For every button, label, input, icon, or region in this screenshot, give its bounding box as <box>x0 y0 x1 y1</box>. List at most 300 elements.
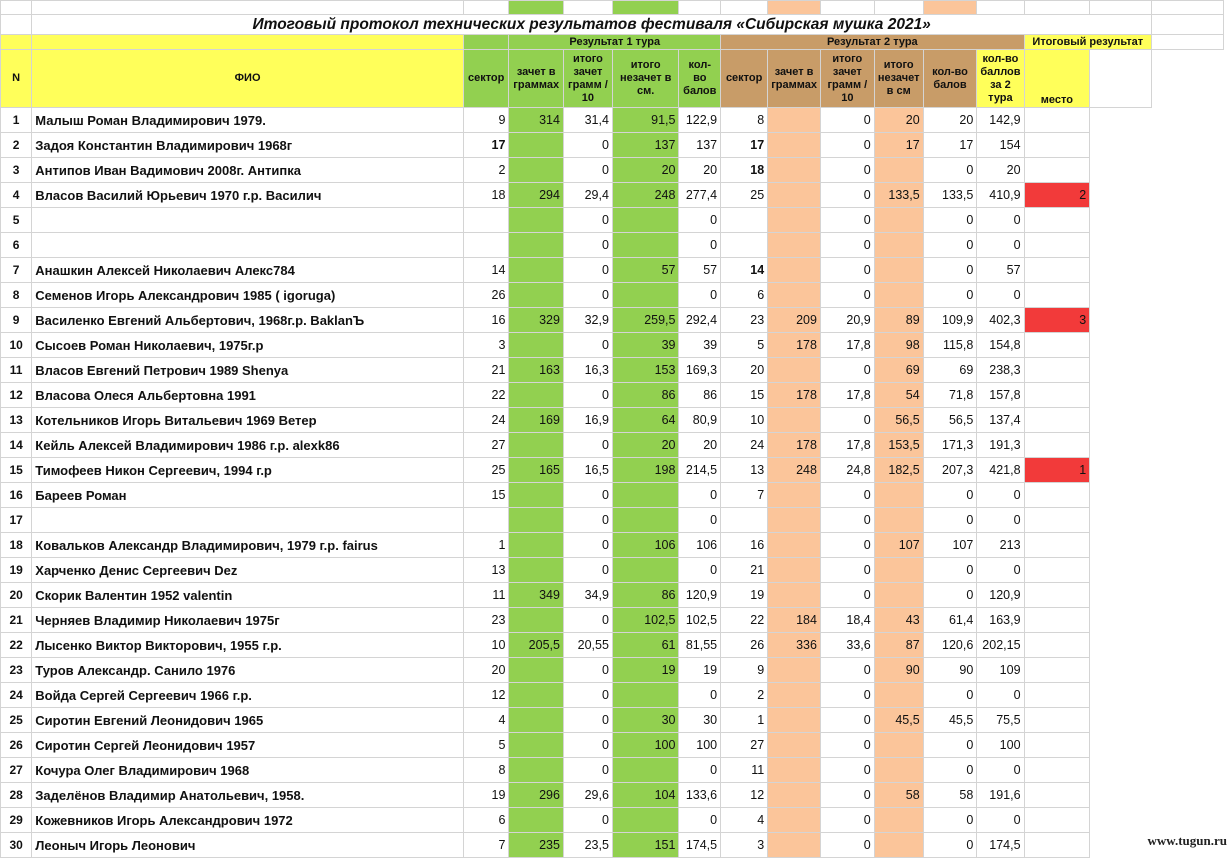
cell-g1[interactable]: 169 <box>509 408 564 433</box>
cell-g2[interactable] <box>768 283 821 308</box>
cell-u1[interactable] <box>612 208 679 233</box>
cell-pl[interactable] <box>1024 608 1090 633</box>
cell-n[interactable]: 29 <box>1 808 32 833</box>
cell-g1[interactable] <box>509 508 564 533</box>
cell-t1[interactable]: 34,9 <box>563 583 612 608</box>
cell-u1[interactable]: 57 <box>612 258 679 283</box>
cell-pt[interactable]: 410,9 <box>977 183 1024 208</box>
cell-s2[interactable] <box>721 208 768 233</box>
cell-p2[interactable]: 61,4 <box>923 608 977 633</box>
cell-g1[interactable] <box>509 283 564 308</box>
cell-p1[interactable]: 0 <box>679 233 721 258</box>
cell-p2[interactable]: 90 <box>923 658 977 683</box>
cell-p1[interactable]: 292,4 <box>679 308 721 333</box>
cell-n[interactable]: 17 <box>1 508 32 533</box>
cell-t1[interactable]: 0 <box>563 658 612 683</box>
cell-t2[interactable]: 20,9 <box>820 308 874 333</box>
cell-g1[interactable]: 163 <box>509 358 564 383</box>
cell-pl[interactable] <box>1024 258 1090 283</box>
cell-u2[interactable]: 20 <box>874 108 923 133</box>
cell-n[interactable]: 12 <box>1 383 32 408</box>
cell-g2[interactable] <box>768 108 821 133</box>
cell-p2[interactable]: 120,6 <box>923 633 977 658</box>
cell-g2[interactable] <box>768 183 821 208</box>
cell-pl[interactable] <box>1024 508 1090 533</box>
cell-n[interactable]: 14 <box>1 433 32 458</box>
cell-name[interactable]: Кочура Олег Владимирович 1968 <box>32 758 464 783</box>
cell-s2[interactable]: 7 <box>721 483 768 508</box>
cell-u1[interactable]: 259,5 <box>612 308 679 333</box>
cell-g2[interactable] <box>768 258 821 283</box>
cell-u1[interactable] <box>612 558 679 583</box>
cell-p2[interactable]: 0 <box>923 558 977 583</box>
cell-p1[interactable]: 86 <box>679 383 721 408</box>
cell-name[interactable]: Сиротин Евгений Леонидович 1965 <box>32 708 464 733</box>
cell-n[interactable]: 9 <box>1 308 32 333</box>
cell-s1[interactable]: 4 <box>463 708 508 733</box>
cell-u2[interactable]: 89 <box>874 308 923 333</box>
cell-s2[interactable]: 26 <box>721 633 768 658</box>
cell-pl[interactable] <box>1024 633 1090 658</box>
cell-p1[interactable]: 0 <box>679 683 721 708</box>
cell-p1[interactable]: 120,9 <box>679 583 721 608</box>
cell-u1[interactable] <box>612 683 679 708</box>
cell-g2[interactable] <box>768 358 821 383</box>
cell-n[interactable]: 20 <box>1 583 32 608</box>
cell-p1[interactable]: 133,6 <box>679 783 721 808</box>
cell-t1[interactable]: 32,9 <box>563 308 612 333</box>
cell-g2[interactable] <box>768 133 821 158</box>
cell-t2[interactable]: 0 <box>820 483 874 508</box>
cell-g2[interactable] <box>768 158 821 183</box>
cell-n[interactable]: 24 <box>1 683 32 708</box>
cell-g1[interactable]: 314 <box>509 108 564 133</box>
cell-p1[interactable]: 169,3 <box>679 358 721 383</box>
cell-p1[interactable]: 20 <box>679 158 721 183</box>
cell-u1[interactable] <box>612 508 679 533</box>
cell-pl[interactable] <box>1024 733 1090 758</box>
cell-pl[interactable] <box>1024 333 1090 358</box>
cell-s1[interactable]: 24 <box>463 408 508 433</box>
cell-s2[interactable]: 14 <box>721 258 768 283</box>
cell-g1[interactable]: 329 <box>509 308 564 333</box>
cell-pl[interactable] <box>1024 658 1090 683</box>
cell-t2[interactable]: 0 <box>820 758 874 783</box>
cell-p2[interactable]: 0 <box>923 833 977 858</box>
cell-p2[interactable]: 115,8 <box>923 333 977 358</box>
cell-t1[interactable]: 29,6 <box>563 783 612 808</box>
cell-p1[interactable]: 20 <box>679 433 721 458</box>
cell-pt[interactable]: 157,8 <box>977 383 1024 408</box>
cell-u1[interactable]: 100 <box>612 733 679 758</box>
cell-t1[interactable]: 0 <box>563 708 612 733</box>
cell-u2[interactable]: 54 <box>874 383 923 408</box>
cell-pl[interactable] <box>1024 358 1090 383</box>
cell-p2[interactable]: 58 <box>923 783 977 808</box>
cell-pt[interactable]: 20 <box>977 158 1024 183</box>
cell-u2[interactable]: 43 <box>874 608 923 633</box>
cell-t1[interactable]: 0 <box>563 808 612 833</box>
cell-p2[interactable]: 109,9 <box>923 308 977 333</box>
cell-name[interactable]: Сысоев Роман Николаевич, 1975г.р <box>32 333 464 358</box>
cell-n[interactable]: 5 <box>1 208 32 233</box>
cell-g2[interactable]: 209 <box>768 308 821 333</box>
cell-g1[interactable] <box>509 333 564 358</box>
cell-u2[interactable] <box>874 833 923 858</box>
cell-t2[interactable]: 33,6 <box>820 633 874 658</box>
cell-u2[interactable] <box>874 683 923 708</box>
cell-s1[interactable]: 19 <box>463 783 508 808</box>
cell-p2[interactable]: 20 <box>923 108 977 133</box>
cell-s2[interactable]: 13 <box>721 458 768 483</box>
cell-g2[interactable] <box>768 758 821 783</box>
cell-t2[interactable]: 0 <box>820 533 874 558</box>
cell-name[interactable]: Войда Сергей Сергеевич 1966 г.р. <box>32 683 464 708</box>
cell-t2[interactable]: 0 <box>820 108 874 133</box>
cell-pl[interactable] <box>1024 408 1090 433</box>
cell-s1[interactable]: 21 <box>463 358 508 383</box>
cell-t2[interactable]: 0 <box>820 183 874 208</box>
cell-u2[interactable] <box>874 808 923 833</box>
cell-s1[interactable]: 5 <box>463 733 508 758</box>
cell-u1[interactable] <box>612 758 679 783</box>
cell-s2[interactable]: 1 <box>721 708 768 733</box>
cell-t1[interactable]: 0 <box>563 433 612 458</box>
cell-g2[interactable]: 184 <box>768 608 821 633</box>
cell-p2[interactable]: 0 <box>923 208 977 233</box>
cell-n[interactable]: 3 <box>1 158 32 183</box>
cell-u1[interactable]: 64 <box>612 408 679 433</box>
cell-p1[interactable]: 102,5 <box>679 608 721 633</box>
cell-g1[interactable] <box>509 758 564 783</box>
cell-t1[interactable]: 31,4 <box>563 108 612 133</box>
cell-pt[interactable]: 0 <box>977 558 1024 583</box>
cell-u2[interactable]: 45,5 <box>874 708 923 733</box>
cell-t1[interactable]: 29,4 <box>563 183 612 208</box>
cell-s2[interactable]: 9 <box>721 658 768 683</box>
cell-p2[interactable]: 0 <box>923 583 977 608</box>
cell-u1[interactable]: 86 <box>612 583 679 608</box>
cell-pl[interactable] <box>1024 683 1090 708</box>
cell-u2[interactable]: 69 <box>874 358 923 383</box>
cell-g2[interactable] <box>768 833 821 858</box>
cell-g1[interactable] <box>509 158 564 183</box>
cell-n[interactable]: 18 <box>1 533 32 558</box>
cell-t2[interactable]: 0 <box>820 658 874 683</box>
cell-name[interactable]: Заделёнов Владимир Анатольевич, 1958. <box>32 783 464 808</box>
cell-u1[interactable]: 137 <box>612 133 679 158</box>
cell-name[interactable]: Задоя Константин Владимирович 1968г <box>32 133 464 158</box>
cell-g1[interactable]: 296 <box>509 783 564 808</box>
cell-p1[interactable]: 30 <box>679 708 721 733</box>
cell-s2[interactable] <box>721 508 768 533</box>
cell-u1[interactable]: 104 <box>612 783 679 808</box>
cell-p1[interactable]: 0 <box>679 758 721 783</box>
cell-u2[interactable] <box>874 233 923 258</box>
cell-s2[interactable]: 11 <box>721 758 768 783</box>
cell-s1[interactable]: 3 <box>463 333 508 358</box>
cell-t2[interactable]: 0 <box>820 783 874 808</box>
cell-n[interactable]: 1 <box>1 108 32 133</box>
cell-s1[interactable]: 7 <box>463 833 508 858</box>
cell-s1[interactable]: 14 <box>463 258 508 283</box>
cell-pt[interactable]: 109 <box>977 658 1024 683</box>
cell-n[interactable]: 21 <box>1 608 32 633</box>
cell-t1[interactable]: 0 <box>563 683 612 708</box>
cell-t2[interactable]: 0 <box>820 583 874 608</box>
cell-p2[interactable]: 0 <box>923 258 977 283</box>
cell-g1[interactable] <box>509 533 564 558</box>
cell-p2[interactable]: 71,8 <box>923 383 977 408</box>
cell-u2[interactable] <box>874 158 923 183</box>
cell-g1[interactable] <box>509 808 564 833</box>
cell-pl[interactable]: 2 <box>1024 183 1090 208</box>
cell-s1[interactable]: 18 <box>463 183 508 208</box>
cell-t2[interactable]: 24,8 <box>820 458 874 483</box>
cell-s1[interactable]: 2 <box>463 158 508 183</box>
cell-pt[interactable]: 75,5 <box>977 708 1024 733</box>
cell-s2[interactable]: 4 <box>721 808 768 833</box>
cell-name[interactable]: Черняев Владимир Николаевич 1975г <box>32 608 464 633</box>
cell-t2[interactable]: 0 <box>820 708 874 733</box>
cell-n[interactable]: 25 <box>1 708 32 733</box>
cell-u2[interactable]: 107 <box>874 533 923 558</box>
cell-pl[interactable] <box>1024 708 1090 733</box>
cell-p1[interactable]: 122,9 <box>679 108 721 133</box>
cell-s2[interactable]: 23 <box>721 308 768 333</box>
cell-s2[interactable]: 5 <box>721 333 768 358</box>
cell-u1[interactable]: 106 <box>612 533 679 558</box>
cell-name[interactable]: Кейль Алексей Владимирович 1986 г.р. alexk86 <box>32 433 464 458</box>
cell-g1[interactable]: 205,5 <box>509 633 564 658</box>
cell-g1[interactable]: 165 <box>509 458 564 483</box>
cell-n[interactable]: 13 <box>1 408 32 433</box>
cell-g1[interactable] <box>509 433 564 458</box>
cell-t1[interactable]: 16,9 <box>563 408 612 433</box>
cell-t1[interactable]: 16,5 <box>563 458 612 483</box>
cell-n[interactable]: 6 <box>1 233 32 258</box>
cell-s1[interactable] <box>463 233 508 258</box>
cell-s2[interactable] <box>721 233 768 258</box>
cell-u2[interactable] <box>874 583 923 608</box>
cell-s1[interactable]: 11 <box>463 583 508 608</box>
cell-t1[interactable]: 20,55 <box>563 633 612 658</box>
cell-pl[interactable] <box>1024 108 1090 133</box>
cell-p2[interactable]: 107 <box>923 533 977 558</box>
cell-pl[interactable] <box>1024 758 1090 783</box>
cell-n[interactable]: 10 <box>1 333 32 358</box>
cell-pl[interactable] <box>1024 383 1090 408</box>
cell-pt[interactable]: 0 <box>977 483 1024 508</box>
cell-name[interactable]: Харченко Денис Сергеевич Dez <box>32 558 464 583</box>
cell-s2[interactable]: 16 <box>721 533 768 558</box>
cell-s2[interactable]: 20 <box>721 358 768 383</box>
cell-t2[interactable]: 0 <box>820 133 874 158</box>
cell-pt[interactable]: 238,3 <box>977 358 1024 383</box>
cell-g2[interactable] <box>768 658 821 683</box>
cell-pl[interactable] <box>1024 233 1090 258</box>
cell-g2[interactable] <box>768 783 821 808</box>
cell-g2[interactable]: 336 <box>768 633 821 658</box>
cell-s1[interactable]: 26 <box>463 283 508 308</box>
cell-pt[interactable]: 163,9 <box>977 608 1024 633</box>
cell-pl[interactable] <box>1024 783 1090 808</box>
cell-pl[interactable] <box>1024 558 1090 583</box>
cell-u2[interactable]: 182,5 <box>874 458 923 483</box>
cell-n[interactable]: 15 <box>1 458 32 483</box>
cell-t2[interactable]: 0 <box>820 808 874 833</box>
cell-g1[interactable]: 349 <box>509 583 564 608</box>
cell-pt[interactable]: 57 <box>977 258 1024 283</box>
cell-p2[interactable]: 0 <box>923 758 977 783</box>
cell-u2[interactable]: 90 <box>874 658 923 683</box>
cell-pl[interactable] <box>1024 583 1090 608</box>
cell-p1[interactable]: 19 <box>679 658 721 683</box>
cell-u1[interactable] <box>612 483 679 508</box>
cell-g2[interactable] <box>768 508 821 533</box>
cell-u2[interactable] <box>874 508 923 533</box>
cell-s2[interactable]: 19 <box>721 583 768 608</box>
cell-g2[interactable] <box>768 708 821 733</box>
cell-p1[interactable]: 214,5 <box>679 458 721 483</box>
cell-n[interactable]: 8 <box>1 283 32 308</box>
cell-t2[interactable]: 0 <box>820 233 874 258</box>
cell-p1[interactable]: 106 <box>679 533 721 558</box>
cell-s2[interactable]: 21 <box>721 558 768 583</box>
cell-g2[interactable] <box>768 683 821 708</box>
cell-g1[interactable] <box>509 483 564 508</box>
cell-g2[interactable] <box>768 583 821 608</box>
cell-p2[interactable]: 0 <box>923 483 977 508</box>
cell-t1[interactable]: 0 <box>563 483 612 508</box>
cell-t2[interactable]: 17,8 <box>820 433 874 458</box>
cell-n[interactable]: 4 <box>1 183 32 208</box>
cell-s1[interactable]: 10 <box>463 633 508 658</box>
cell-s1[interactable]: 15 <box>463 483 508 508</box>
cell-name[interactable]: Кожевников Игорь Александрович 1972 <box>32 808 464 833</box>
cell-name[interactable]: Власов Евгений Петрович 1989 Shenya <box>32 358 464 383</box>
cell-pl[interactable]: 1 <box>1024 458 1090 483</box>
cell-s1[interactable]: 12 <box>463 683 508 708</box>
cell-t1[interactable]: 0 <box>563 158 612 183</box>
cell-pl[interactable] <box>1024 208 1090 233</box>
cell-s1[interactable] <box>463 208 508 233</box>
cell-s1[interactable]: 20 <box>463 658 508 683</box>
cell-t1[interactable]: 0 <box>563 208 612 233</box>
cell-g2[interactable] <box>768 808 821 833</box>
cell-s1[interactable]: 13 <box>463 558 508 583</box>
cell-t2[interactable]: 0 <box>820 283 874 308</box>
cell-u2[interactable] <box>874 558 923 583</box>
cell-t1[interactable]: 0 <box>563 383 612 408</box>
cell-pt[interactable]: 142,9 <box>977 108 1024 133</box>
cell-t1[interactable]: 0 <box>563 258 612 283</box>
cell-name[interactable]: Туров Александр. Санило 1976 <box>32 658 464 683</box>
cell-g2[interactable]: 178 <box>768 433 821 458</box>
cell-s2[interactable]: 25 <box>721 183 768 208</box>
cell-p1[interactable]: 174,5 <box>679 833 721 858</box>
cell-s2[interactable]: 10 <box>721 408 768 433</box>
cell-u1[interactable]: 30 <box>612 708 679 733</box>
cell-u2[interactable]: 17 <box>874 133 923 158</box>
cell-u1[interactable]: 39 <box>612 333 679 358</box>
cell-t1[interactable]: 0 <box>563 283 612 308</box>
cell-g1[interactable]: 235 <box>509 833 564 858</box>
cell-s2[interactable]: 24 <box>721 433 768 458</box>
cell-p2[interactable]: 0 <box>923 733 977 758</box>
cell-t2[interactable]: 0 <box>820 683 874 708</box>
cell-pt[interactable]: 213 <box>977 533 1024 558</box>
cell-u2[interactable]: 133,5 <box>874 183 923 208</box>
cell-pt[interactable]: 120,9 <box>977 583 1024 608</box>
cell-u1[interactable] <box>612 808 679 833</box>
cell-u1[interactable] <box>612 233 679 258</box>
cell-g1[interactable] <box>509 608 564 633</box>
cell-g2[interactable] <box>768 533 821 558</box>
cell-p2[interactable]: 207,3 <box>923 458 977 483</box>
cell-u1[interactable]: 86 <box>612 383 679 408</box>
cell-n[interactable]: 2 <box>1 133 32 158</box>
cell-pt[interactable]: 174,5 <box>977 833 1024 858</box>
cell-n[interactable]: 22 <box>1 633 32 658</box>
cell-p1[interactable]: 0 <box>679 508 721 533</box>
cell-t2[interactable]: 17,8 <box>820 333 874 358</box>
cell-p2[interactable]: 0 <box>923 233 977 258</box>
cell-t1[interactable]: 16,3 <box>563 358 612 383</box>
cell-pt[interactable]: 154 <box>977 133 1024 158</box>
cell-t2[interactable]: 0 <box>820 408 874 433</box>
cell-s2[interactable]: 3 <box>721 833 768 858</box>
cell-pl[interactable] <box>1024 433 1090 458</box>
cell-s1[interactable]: 6 <box>463 808 508 833</box>
cell-p1[interactable]: 0 <box>679 283 721 308</box>
cell-p1[interactable]: 137 <box>679 133 721 158</box>
cell-pt[interactable]: 0 <box>977 683 1024 708</box>
cell-pl[interactable]: 3 <box>1024 308 1090 333</box>
cell-u1[interactable]: 102,5 <box>612 608 679 633</box>
cell-g1[interactable] <box>509 683 564 708</box>
cell-u1[interactable]: 20 <box>612 158 679 183</box>
cell-g2[interactable] <box>768 733 821 758</box>
cell-p1[interactable]: 80,9 <box>679 408 721 433</box>
cell-s1[interactable]: 17 <box>463 133 508 158</box>
cell-u1[interactable]: 20 <box>612 433 679 458</box>
cell-name[interactable]: Анашкин Алексей Николаевич Алекс784 <box>32 258 464 283</box>
cell-name[interactable]: Антипов Иван Вадимович 2008г. Антипка <box>32 158 464 183</box>
cell-p1[interactable]: 0 <box>679 808 721 833</box>
cell-s1[interactable]: 1 <box>463 533 508 558</box>
cell-s1[interactable] <box>463 508 508 533</box>
cell-p2[interactable]: 45,5 <box>923 708 977 733</box>
cell-p2[interactable]: 56,5 <box>923 408 977 433</box>
cell-g1[interactable] <box>509 133 564 158</box>
cell-s1[interactable]: 23 <box>463 608 508 633</box>
cell-n[interactable]: 30 <box>1 833 32 858</box>
cell-t2[interactable]: 0 <box>820 833 874 858</box>
cell-n[interactable]: 23 <box>1 658 32 683</box>
cell-name[interactable]: Василенко Евгений Альбертович, 1968г.р. BaklanЪ <box>32 308 464 333</box>
cell-t2[interactable]: 0 <box>820 558 874 583</box>
cell-g2[interactable]: 178 <box>768 333 821 358</box>
cell-pt[interactable]: 137,4 <box>977 408 1024 433</box>
cell-n[interactable]: 27 <box>1 758 32 783</box>
cell-name[interactable] <box>32 508 464 533</box>
cell-pt[interactable]: 0 <box>977 508 1024 533</box>
cell-n[interactable]: 7 <box>1 258 32 283</box>
cell-name[interactable]: Власов Василий Юрьевич 1970 г.р. Василич <box>32 183 464 208</box>
cell-u1[interactable]: 61 <box>612 633 679 658</box>
cell-s2[interactable]: 27 <box>721 733 768 758</box>
